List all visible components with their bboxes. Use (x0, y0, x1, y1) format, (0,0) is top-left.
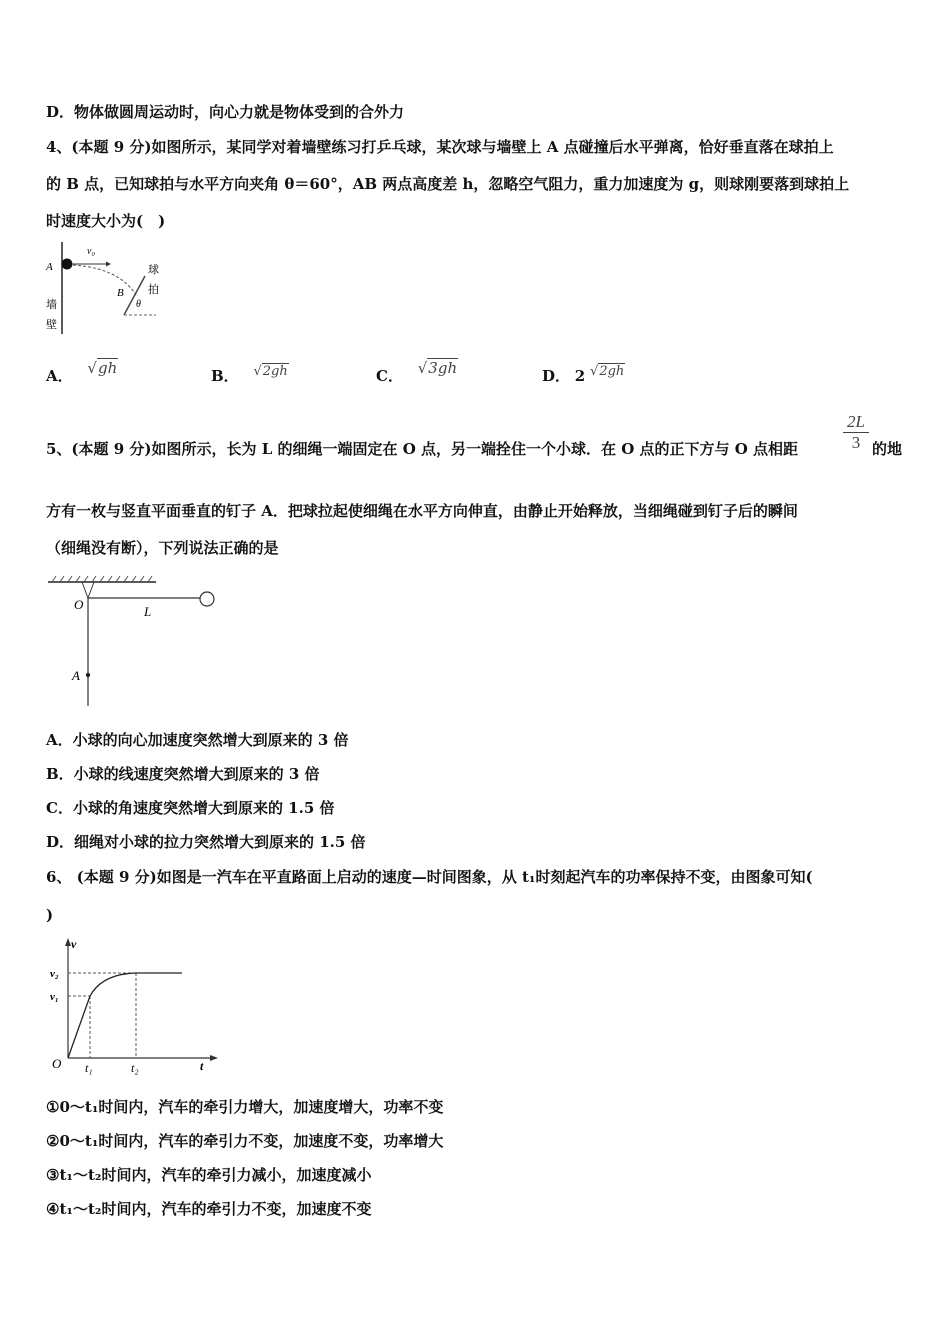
q6-statement-2: ②0～t₁时间内，汽车的牵引力不变，加速度不变，功率增大 (46, 1132, 444, 1150)
label-t1: t₁ (85, 1061, 93, 1075)
label-v0: v₀ (87, 246, 95, 257)
q6-statement-3: ③t₁～t₂时间内，汽车的牵引力减小，加速度减小 (46, 1166, 372, 1184)
q4-option-d[interactable]: D． 2 √2gh (542, 364, 625, 385)
q5-option-d[interactable]: D．细绳对小球的拉力突然增大到原来的 1.5 倍 (46, 833, 366, 851)
q5-option-b[interactable]: B．小球的线速度突然增大到原来的 3 倍 (46, 765, 320, 783)
label-t: t (200, 1059, 204, 1073)
q3-option-d: D．物体做圆周运动时，向心力就是物体受到的合外力 (46, 103, 405, 121)
q4-option-b[interactable]: B． √2gh (211, 364, 288, 385)
q6-stem-line1: 6、 (本题 9 分)如图是一汽车在平直路面上启动的速度—时间图象，从 t₁时刻起汽车的功率保持不变，由图象可知( (46, 868, 813, 886)
q4-figure (44, 240, 166, 336)
q4-stem-line3: 时速度大小为( ) (46, 212, 166, 230)
label-v2: v₂ (50, 968, 59, 980)
q6-stem-line2: ) (46, 906, 54, 924)
label-v1: v₁ (50, 991, 59, 1003)
label-origin: O (52, 1056, 62, 1071)
label-racket-1: 球 (148, 264, 159, 276)
racket (124, 276, 145, 315)
label-wall-2: 壁 (46, 319, 57, 331)
q6-figure (44, 934, 222, 1076)
velocity-curve (68, 973, 182, 1058)
label-v: v (71, 937, 77, 951)
q5-option-a[interactable]: A．小球的向心加速度突然增大到原来的 3 倍 (46, 731, 349, 749)
label-racket-2: 拍 (148, 284, 159, 296)
label-wall-1: 墙 (46, 299, 57, 311)
q4-option-c[interactable]: C． √3gh (376, 359, 458, 385)
fraction-2L-over-3: $\frac{2L}{3}$ (843, 412, 869, 453)
q6-statement-4: ④t₁～t₂时间内，汽车的牵引力不变，加速度不变 (46, 1200, 372, 1218)
q4-option-a[interactable]: A． √gh (46, 359, 118, 385)
label-A: A (46, 261, 53, 273)
ball (62, 259, 73, 270)
q4-stem-line1: 4、(本题 9 分)如图所示，某同学对着墙壁练习打乒乓球，某次球与墙壁上 A 点碰撞后水平弹离，恰好垂直落在球拍上 (46, 138, 834, 156)
label-theta: θ (136, 299, 141, 310)
q6-statement-1: ①0～t₁时间内，汽车的牵引力增大，加速度增大，功率不变 (46, 1098, 444, 1116)
label-t2: t₂ (131, 1061, 139, 1075)
q5-stem-line1: 5、(本题 9 分)如图所示，长为 L 的细绳一端固定在 O 点，另一端拴住一个小球．在 O 点的正下方与 O 点相距 (46, 440, 799, 458)
label-A: A (72, 668, 80, 683)
q4-stem-line2: 的 B 点，已知球拍与水平方向夹角 θ＝60°，AB 两点高度差 h，忽略空气阻力，重力加速度为 g，则球刚要落到球拍上 (46, 175, 850, 193)
label-L: L (144, 604, 152, 619)
q5-stem-line2: 方有一枚与竖直平面垂直的钉子 A．把球拉起使细绳在水平方向伸直，由静止开始释放，当细绳碰到钉子后的瞬间 (46, 502, 798, 520)
trajectory (73, 265, 136, 295)
small-ball (200, 592, 214, 606)
nail-A (86, 673, 90, 677)
q5-stem-line1-tail: 的地 (872, 440, 903, 458)
q5-figure (44, 572, 220, 712)
q5-stem-line3: （细绳没有断），下列说法正确的是 (46, 539, 279, 557)
q5-option-c[interactable]: C．小球的角速度突然增大到原来的 1.5 倍 (46, 799, 335, 817)
label-O: O (74, 597, 84, 612)
label-B: B (117, 287, 124, 299)
